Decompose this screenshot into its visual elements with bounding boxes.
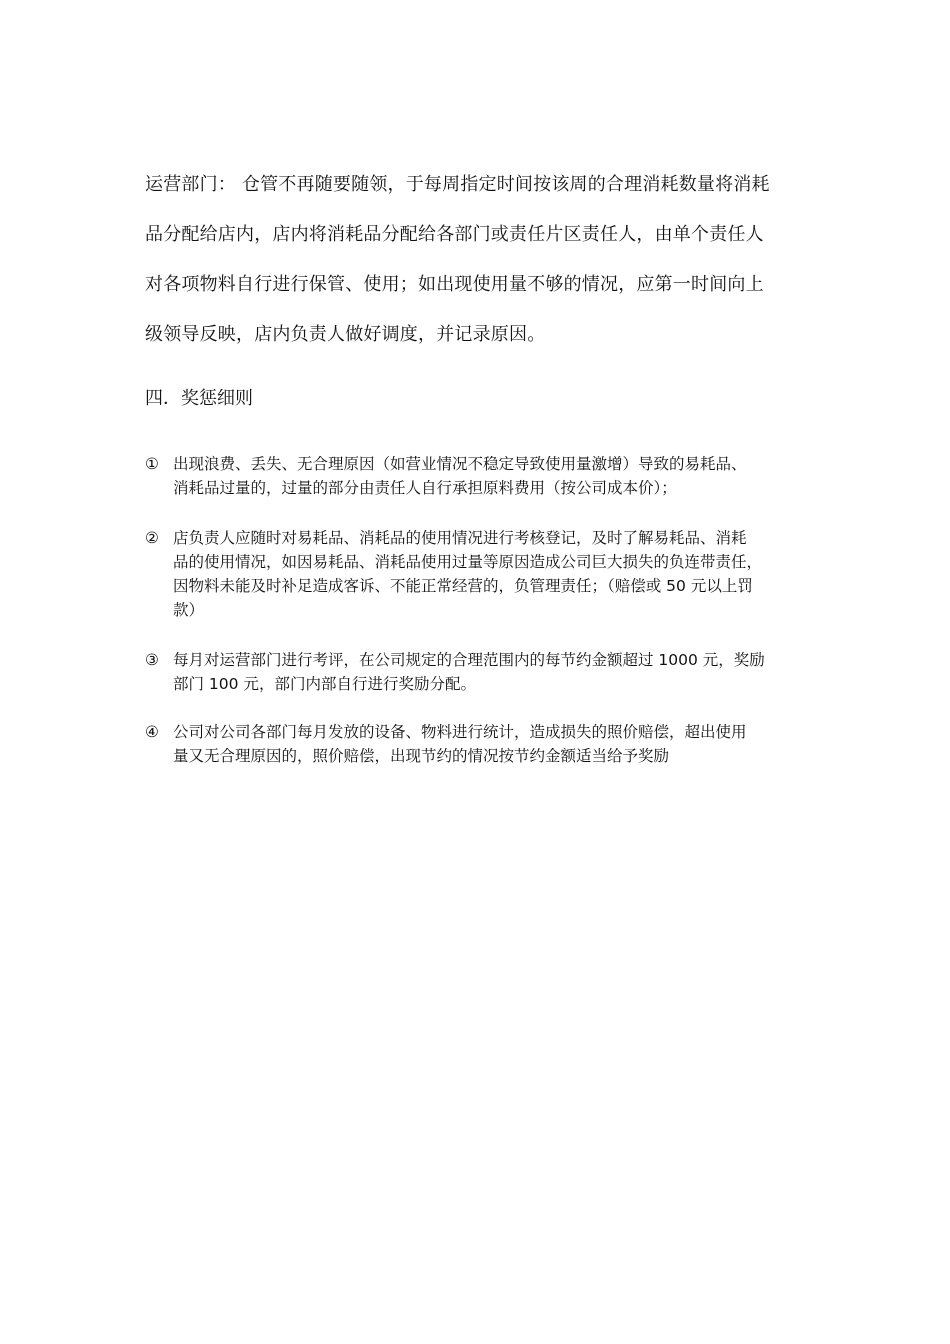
item-line: 店负责人应随时对易耗品、消耗品的使用情况进行考核登记，及时了解易耗品、消耗 (173, 529, 747, 547)
item-text (173, 526, 815, 622)
item-number: ④ (145, 723, 159, 741)
item-line: 品的使用情况，如因易耗品、消耗品使用过量等原因造成公司巨大损失的负连带责任， (173, 553, 763, 571)
item-number: ③ (145, 651, 159, 669)
item-text (173, 452, 815, 500)
item-line: 每月对运营部门进行考评，在公司规定的合理范围内的每节约金额超过 1000 元，奖励 (173, 651, 765, 669)
item-line: 公司对公司各部门每月发放的设备、物料进行统计，造成损失的照价赔偿，超出使用 (173, 723, 747, 741)
rules-list (145, 452, 815, 792)
list-item (145, 720, 815, 768)
item-line: 因物料未能及时补足造成客诉、不能正常经营的，负管理责任；（赔偿或 50 元以上罚 (173, 577, 753, 595)
list-item (145, 452, 815, 500)
intro-line: 运营部门： 仓管不再随要随领，于每周指定时间按该周的合理消耗数量将消耗 (145, 174, 770, 195)
item-line: 款） (173, 601, 205, 619)
intro-line: 级领导反映，店内负责人做好调度，并记录原因。 (145, 324, 546, 345)
section-title: 四．奖惩细则 (145, 388, 253, 409)
item-line: 量又无合理原因的，照价赔偿，出现节约的情况按节约金额适当给予奖励 (173, 747, 670, 765)
list-item (145, 648, 815, 696)
item-line: 消耗品过量的，过量的部分由责任人自行承担原料费用（按公司成本价）； (173, 479, 677, 497)
intro-line: 品分配给店内，店内将消耗品分配给各部门或责任片区责任人，由单个责任人 (145, 224, 764, 245)
item-text (173, 720, 815, 768)
list-item (145, 526, 815, 622)
intro-paragraph (145, 160, 810, 360)
item-line: 出现浪费、丢失、无合理原因（如营业情况不稳定导致使用量激增）导致的易耗品、 (173, 455, 747, 473)
item-line: 部门 100 元，部门内部自行进行奖励分配。 (173, 675, 476, 693)
intro-line: 对各项物料自行进行保管、使用；如出现使用量不够的情况，应第一时间向上 (145, 274, 764, 295)
item-number: ① (145, 455, 159, 473)
item-text (173, 648, 815, 696)
item-number: ② (145, 529, 159, 547)
